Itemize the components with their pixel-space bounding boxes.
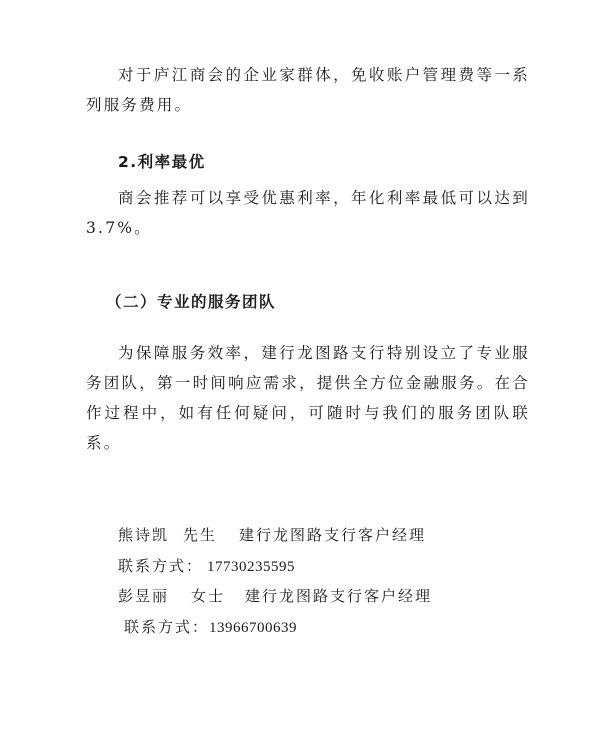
heading-rate-optimal: 2.利率最优	[118, 153, 206, 171]
contact-2-title: 女士	[191, 587, 226, 605]
contact-1-phone: 17730235595	[207, 559, 296, 575]
paragraph-service-team: 为保障服务效率，建行龙图路支行特别设立了专业服务团队，第一时间响应需求，提供全方位金融服务。在合作过程中，如有任何疑问，可随时与我们的服务团队联系。	[86, 344, 530, 452]
contact-2-name: 彭昱丽	[118, 587, 170, 605]
contact-1-name: 熊诗凯	[118, 526, 170, 544]
contact-2-phone-line	[124, 616, 297, 637]
contact-2-line	[118, 585, 432, 606]
contact-1-line	[118, 524, 426, 545]
paragraph-fee-waiver: 对于庐江商会的企业家群体，免收账户管理费等一系列服务费用。	[86, 66, 530, 114]
contact-2-position: 建行龙图路支行客户经理	[245, 587, 433, 605]
contact-1-position: 建行龙图路支行客户经理	[239, 526, 427, 544]
contact-1-phone-label: 联系方式：	[118, 557, 204, 575]
contact-2-phone: 13966700639	[209, 620, 298, 636]
contact-2-phone-label: 联系方式：	[124, 618, 210, 636]
contact-1-phone-line	[118, 555, 295, 576]
contact-1-title: 先生	[183, 526, 218, 544]
paragraph-interest-rate: 商会推荐可以享受优惠利率，年化利率最低可以达到3.7%。	[86, 189, 530, 237]
heading-service-team: （二）专业的服务团队	[106, 293, 277, 311]
